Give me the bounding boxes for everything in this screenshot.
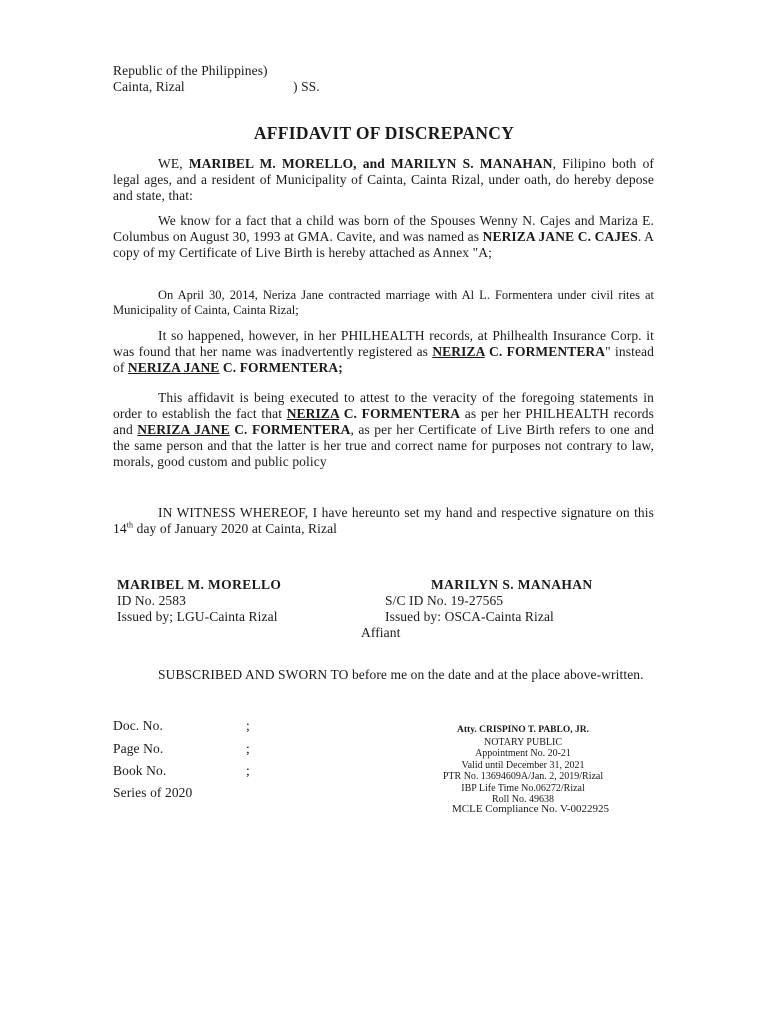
- affiant-1-name: MARIBEL M. MORELLO: [117, 577, 282, 592]
- p5-name2-surname: C. FORMENTERA: [229, 422, 351, 437]
- page-no-label: Page No.: [113, 741, 164, 756]
- true-first-name: NERIZA JANE: [127, 360, 220, 375]
- p2-text-a: We know for a fact that a child was born of the Spouses Wenny N. Cajes and Mariza E. Columbus on August 30, 1993 at GMA. Cavite, and was named as: [113, 213, 654, 244]
- notary-appointment: Appointment No. 20-21: [475, 748, 571, 759]
- notary-ibp: IBP Life Time No.06272/Rizal: [461, 782, 585, 794]
- doc-no-semicolon: ;: [246, 718, 250, 733]
- p5-name1-first: NERIZA: [286, 406, 340, 421]
- p2-text-b: . A copy of my Certificate of Live Birth is hereby attached as Annex "A;: [113, 229, 655, 260]
- registered-first-name: NERIZA: [432, 344, 485, 359]
- series-label: Series of 2020: [113, 785, 193, 800]
- jurat-paragraph: SUBSCRIBED AND SWORN TO before me on the date and at the place above-written.: [158, 667, 644, 682]
- book-no-label: Book No.: [113, 763, 167, 778]
- true-surname: C. FORMENTERA;: [219, 360, 343, 375]
- affiant-1-id: ID No. 2583: [117, 593, 186, 608]
- page-no-semicolon: ;: [246, 741, 250, 756]
- p5-text-a: This affidavit is being executed to attest to the veracity of the foregoing statements in order to establish the fact that: [113, 390, 654, 421]
- paragraph-parties: [113, 156, 654, 204]
- notary-block: [418, 725, 628, 806]
- venue-place: Cainta, Rizal: [113, 79, 185, 94]
- notary-valid-until: Valid until December 31, 2021: [461, 759, 585, 771]
- p6-text-b: day of January 2020 at Cainta, Rizal: [133, 521, 338, 536]
- ordinal-suffix: th: [126, 520, 134, 530]
- p5-text-b: as per her PHILHEALTH records and: [113, 406, 655, 437]
- registered-surname: C. FORMENTERA: [484, 344, 606, 359]
- affiant-label: Affiant: [361, 625, 401, 640]
- notary-roll: Roll No. 49638: [492, 794, 554, 805]
- p4-text-a: It so happened, however, in her PHILHEALTH records, at Philhealth Insurance Corp. it was found that her name was inadvertently registered as: [113, 328, 654, 359]
- affiant-names: MARIBEL M. MORELLO, and MARILYN S. MANAHAN: [188, 156, 553, 171]
- paragraph-philhealth: [113, 328, 654, 376]
- affiant-1-issued: Issued by; LGU-Cainta Rizal: [117, 609, 278, 624]
- p5-name2-first: NERIZA JANE: [137, 422, 230, 437]
- affiant-2-issued: Issued by: OSCA-Cainta Rizal: [385, 609, 554, 624]
- p5-text-c: , as per her Certificate of Live Birth refers to one and the same person and that the latter is her true and correct name for purposes not contrary to law, morals, good custom and public policy: [113, 422, 654, 469]
- paragraph-attestation: [113, 390, 654, 470]
- paragraph-birth: [113, 213, 654, 261]
- p1-text-b: , Filipino both of legal ages, and a resident of Municipality of Cainta, Cainta Rizal, under oath, do hereby depose and state, that:: [113, 156, 655, 203]
- venue-line-1: Republic of the Philippines): [113, 63, 268, 78]
- birth-name: NERIZA JANE C. CAJES: [482, 229, 638, 244]
- p5-name1-surname: C. FORMENTERA: [339, 406, 461, 421]
- p1-text-a: WE,: [158, 156, 189, 171]
- paragraph-marriage: On April 30, 2014, Neriza Jane contracted marriage with Al L. Formentera under civil rites at Municipality of Cainta, Cainta Rizal;: [113, 288, 654, 317]
- p6-text-a: IN WITNESS WHEREOF, I have hereunto set my hand and respective signature on this 14: [113, 505, 654, 536]
- notary-ptr: PTR No. 13694609A/Jan. 2, 2019/Rizal: [442, 771, 604, 782]
- paragraph-witness: [113, 505, 654, 537]
- p4-text-b: " instead of: [113, 344, 654, 375]
- notary-mcle: MCLE Compliance No. V-0022925: [452, 803, 610, 815]
- venue-ss: ) SS.: [293, 79, 320, 94]
- notary-name: Atty. CRISPINO T. PABLO, JR.: [457, 725, 589, 735]
- affiant-2-id: S/C ID No. 19-27565: [385, 593, 504, 608]
- book-no-semicolon: ;: [246, 763, 250, 778]
- notary-title: NOTARY PUBLIC: [483, 736, 562, 748]
- affiant-2-name: MARILYN S. MANAHAN: [431, 577, 593, 592]
- document-title: AFFIDAVIT OF DISCREPANCY: [253, 123, 515, 143]
- doc-no-label: Doc. No.: [113, 718, 163, 733]
